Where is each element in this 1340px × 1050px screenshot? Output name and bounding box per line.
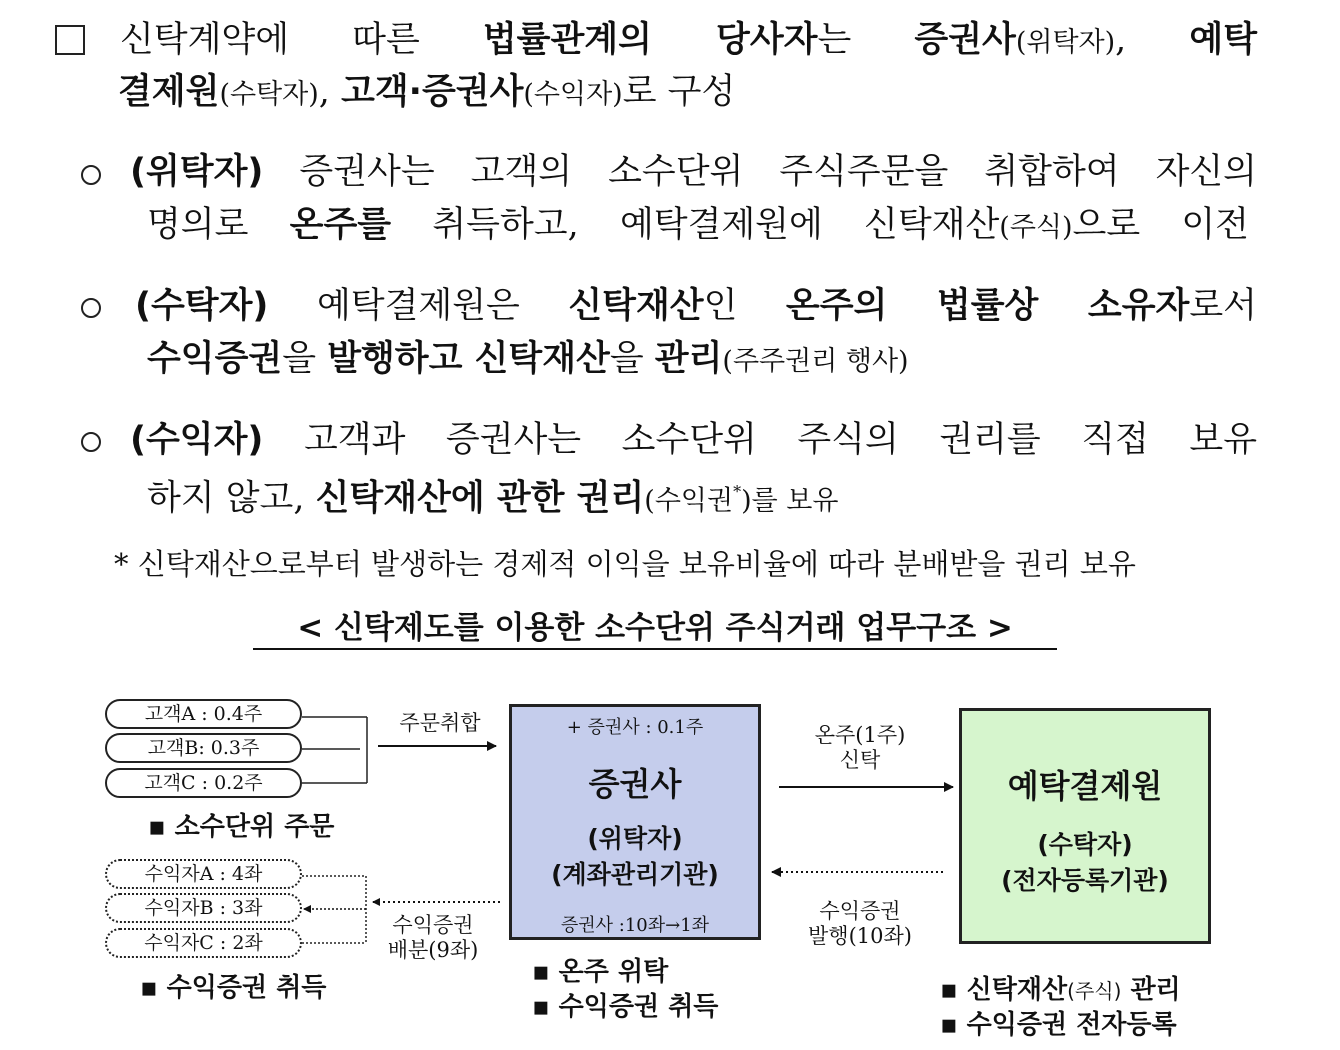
customer-c-order: 고객C : 0.2주 [105, 768, 302, 798]
broker-name: 증권사 [588, 765, 682, 803]
customer-bracket [302, 717, 367, 783]
broker-role-2: (계좌관리기관) [551, 860, 719, 889]
broker-caption-2: ▪ 수익증권 취득 [532, 992, 719, 1022]
paragraph-3-line-2: 수익증권을 발행하고 신탁재산을 관리(주주권리 행사) [147, 339, 909, 379]
paragraph-1-line-2: 결제원(수탁자), 고객·증권사(수익자)로 구성 [118, 72, 736, 112]
broker-units: 증권사 :10좌→1좌 [560, 915, 710, 936]
ksd-role: (수탁자) [1037, 830, 1133, 859]
paragraph-4-line-1: (수익자) 고객과 증권사는 소수단위 주식의 권리를 직접 보유 [130, 420, 1257, 460]
order-label: 주문취합 [399, 711, 481, 735]
ksd-box [959, 708, 1211, 944]
beneficiary-a: 수익자A : 4좌 [105, 859, 302, 889]
broker-caption-1: ▪ 온주 위탁 [532, 957, 669, 987]
broker-role: (위탁자) [587, 824, 683, 853]
customer-a-order: 고객A : 0.4주 [105, 699, 302, 729]
beneficiary-c: 수익자C : 2좌 [105, 928, 302, 958]
ksd-name: 예탁결제원 [1007, 767, 1163, 805]
trust-label: 온주(1주) 신탁 [814, 723, 906, 772]
paragraph-2-line-2: 명의로 온주를 취득하고, 예탁결제원에 신탁재산(주식)으로 이전 [147, 205, 1249, 245]
broker-extra-share: + 증권사 : 0.1주 [566, 717, 704, 738]
figure-title: < 신탁제도를 이용한 소수단위 주식거래 업무구조 > [253, 608, 1057, 650]
beneficiary-b: 수익자B : 3좌 [105, 893, 302, 923]
ksd-caption-2: ▪ 수익증권 전자등록 [940, 1010, 1177, 1040]
paragraph-1-line-1: 신탁계약에 따른 법률관계의 당사자는 증권사(위탁자), 예탁 [120, 20, 1258, 60]
customers-caption: ▪ 소수단위 주문 [148, 812, 335, 842]
beneficiaries-caption: ▪ 수익증권 취득 [140, 973, 327, 1003]
broker-box [509, 704, 761, 940]
footnote: * 신탁재산으로부터 발생하는 경제적 이익을 보유비율에 따라 분배받을 권리 보유 [114, 547, 1136, 581]
paragraph-3-line-1: (수탁자) 예탁결제원은 신탁재산인 온주의 법률상 소유자로서 [135, 286, 1257, 326]
ksd-caption-1: ▪ 신탁재산(주식) 관리 [940, 975, 1181, 1005]
distribute-label: 수익증권 배분(9좌) [387, 913, 479, 962]
paragraph-2-line-1: (위탁자) 증권사는 고객의 소수단위 주식주문을 취합하여 자신의 [130, 152, 1257, 192]
customer-b-order: 고객B: 0.3주 [105, 733, 302, 763]
paragraph-4-line-2: 하지 않고, 신탁재산에 관한 권리(수익권*)를 보유 [147, 478, 839, 519]
ksd-role-2: (전자등록기관) [1001, 866, 1169, 895]
issue-label: 수익증권 발행(10좌) [808, 899, 912, 948]
